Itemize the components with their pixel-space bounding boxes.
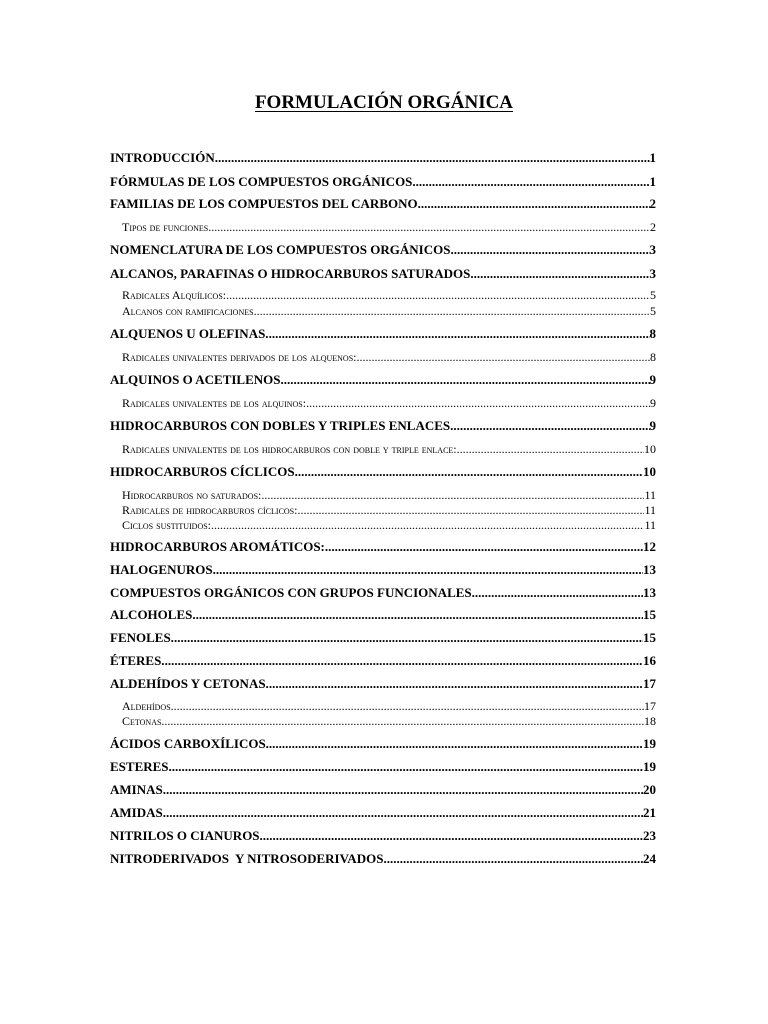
toc-entry-page: 3 [649,242,656,257]
toc-entry-label: NOMENCLATURA DE LOS COMPUESTOS ORGÁNICOS. [110,242,454,257]
dot-leader [254,304,650,319]
toc-entry-page: 11 [644,488,656,502]
toc-entry-page: 19 [643,759,656,774]
dot-leader [261,488,644,503]
toc-entry[interactable] [110,736,656,754]
toc-entry-page: 12 [643,539,656,554]
toc-entry-label: ALDEHÍDOS Y CETONAS. [110,676,269,691]
toc-entry-label: ÉTERES. [110,653,165,668]
toc-entry-label: ALCOHOLES. [110,607,196,622]
toc-entry-page: 11 [644,518,656,532]
toc-entry-page: 9 [650,396,656,410]
toc-entry-page: 5 [650,288,656,302]
dot-leader [281,372,650,388]
dot-leader [263,828,643,844]
toc-entry[interactable] [110,174,656,192]
toc-entry-page: 13 [643,585,656,600]
dot-leader [297,503,644,518]
toc-entry-label: Alcanos con ramificaciones [122,304,254,318]
toc-entry-page: 3 [649,266,656,281]
toc-entry[interactable] [110,539,656,557]
dot-leader [196,607,643,623]
dot-leader [269,736,643,752]
toc-entry-label: Ciclos sustituidos: [122,518,212,532]
dot-leader [325,539,643,555]
dot-leader [269,326,650,342]
document-title: FORMULACIÓN ORGÁNICA [254,92,514,113]
toc-entry-label: COMPUESTOS ORGÁNICOS CON GRUPOS FUNCIONALES [110,585,472,600]
toc-entry-label: Hidrocarburos no saturados: [122,488,262,502]
toc-entry-page: 18 [644,714,656,728]
dot-leader [211,518,644,533]
toc-entry[interactable] [110,196,656,214]
toc-entry-page: 9 [649,418,656,433]
toc-subentry[interactable] [122,714,656,732]
toc-entry-page: 23 [643,828,656,843]
toc-entry-page: 24 [643,851,656,866]
dot-leader [174,699,644,714]
toc-entry-page: 8 [649,326,656,341]
toc-entry[interactable] [110,653,656,671]
dot-leader [421,196,650,212]
toc-entry-page: 2 [650,220,656,234]
toc-entry-label: HIDROCARBUROS AROMÁTICOS: [110,539,325,554]
toc-entry-page: 10 [644,442,656,456]
dot-leader [457,442,644,457]
toc-entry[interactable] [110,150,656,168]
toc-subentry[interactable] [122,350,656,368]
toc-entry-page: 5 [650,304,656,318]
dot-leader [226,288,650,303]
toc-subentry[interactable] [122,518,656,536]
toc-entry[interactable] [110,464,656,482]
toc-entry-label: HIDROCARBUROS CON DOBLES Y TRIPLES ENLACES. [110,418,454,433]
toc-entry-page: 17 [644,699,656,713]
toc-entry[interactable] [110,676,656,694]
toc-entry-page: 15 [643,607,656,622]
toc-entry[interactable] [110,418,656,436]
toc-entry-label: ALQUENOS U OLEFINAS. [110,326,269,341]
toc-entry-label: Radicales univalentes derivados de los alquenos: [122,350,357,364]
toc-entry-label: Radicales univalentes de los alquinos: [122,396,307,410]
dot-leader [174,630,643,646]
toc-entry-label: Radicales univalentes de los hidrocarburos con doble y triple enlace: [122,442,457,456]
dot-leader [172,759,643,775]
toc-entry-label: INTRODUCCIÓN. [110,150,218,165]
dot-leader [416,174,650,190]
dot-leader [453,418,649,434]
dot-leader [269,676,643,692]
toc-entry-label: Radicales Alquílicos: [122,288,227,302]
dot-leader [216,562,643,578]
toc-entry-label: Cetonas. [122,714,165,728]
toc-entry[interactable] [110,759,656,777]
toc-subentry[interactable] [122,396,656,414]
dot-leader [454,242,650,258]
toc-entry[interactable] [110,326,656,344]
toc-entry-page: 19 [643,736,656,751]
toc-entry-label: AMIDAS. [110,805,166,820]
toc-entry-page: 11 [644,503,656,517]
toc-entry[interactable] [110,607,656,625]
toc-entry[interactable] [110,242,656,260]
toc-entry-page: 16 [643,653,656,668]
toc-entry[interactable] [110,630,656,648]
dot-leader [295,464,643,480]
toc-entry-label: Radicales de hidrocarburos cíclicos: [122,503,298,517]
toc-entry[interactable] [110,372,656,390]
toc-entry-label: Tipos de funciones. [122,220,212,234]
toc-entry-label: ALCANOS, PARAFINAS O HIDROCARBUROS SATURADOS [110,266,471,281]
toc-entry[interactable] [110,266,656,284]
toc-entry[interactable] [110,805,656,823]
dot-leader [166,782,643,798]
toc-entry-label: FAMILIAS DE LOS COMPUESTOS DEL CARBONO. [110,196,421,211]
toc-entry-label: NITRILOS O CIANUROS. [110,828,263,843]
toc-entry-label: AMINAS. [110,782,166,797]
toc-entry-page: 13 [643,562,656,577]
toc-entry-page: 1 [649,174,656,189]
dot-leader [306,396,650,411]
toc-entry-page: 10 [643,464,656,479]
toc-entry[interactable] [110,851,656,869]
toc-entry-label: FENOLES. [110,630,174,645]
dot-leader [166,805,643,821]
toc-entry[interactable] [110,828,656,846]
toc-subentry[interactable] [122,220,656,238]
toc-entry[interactable] [110,585,656,603]
toc-entry-page: 8 [650,350,656,364]
dot-leader [383,851,643,867]
toc-entry-label: HIDROCARBUROS CÍCLICOS [110,464,295,479]
toc-entry-page: 20 [643,782,656,797]
dot-leader [164,714,644,729]
dot-leader [165,653,643,669]
dot-leader [357,350,651,365]
dot-leader [218,150,650,166]
toc-entry-label: NITRODERIVADOS Y NITROSODERIVADOS [110,851,384,866]
toc-entry-label: Aldehídos. [122,699,174,713]
toc-entry[interactable] [110,782,656,800]
toc-entry-page: 1 [649,150,656,165]
toc-entry[interactable] [110,562,656,580]
toc-entry-page: 2 [649,196,656,211]
toc-subentry[interactable] [122,304,656,322]
toc-entry-label: FÓRMULAS DE LOS COMPUESTOS ORGÁNICOS. [110,174,416,189]
toc-entry-label: ÁCIDOS CARBOXÍLICOS. [110,736,269,751]
toc-entry-page: 21 [643,805,656,820]
toc-entry-page: 17 [643,676,656,691]
toc-entry-page: 9 [649,372,656,387]
dot-leader [211,220,650,235]
toc-entry-label: HALOGENUROS. [110,562,216,577]
dot-leader [470,266,649,282]
toc-entry-page: 15 [643,630,656,645]
dot-leader [472,585,643,601]
toc-subentry[interactable] [122,442,656,460]
toc-entry-label: ESTERES. [110,759,172,774]
toc-entry-label: ALQUINOS O ACETILENOS [110,372,281,387]
